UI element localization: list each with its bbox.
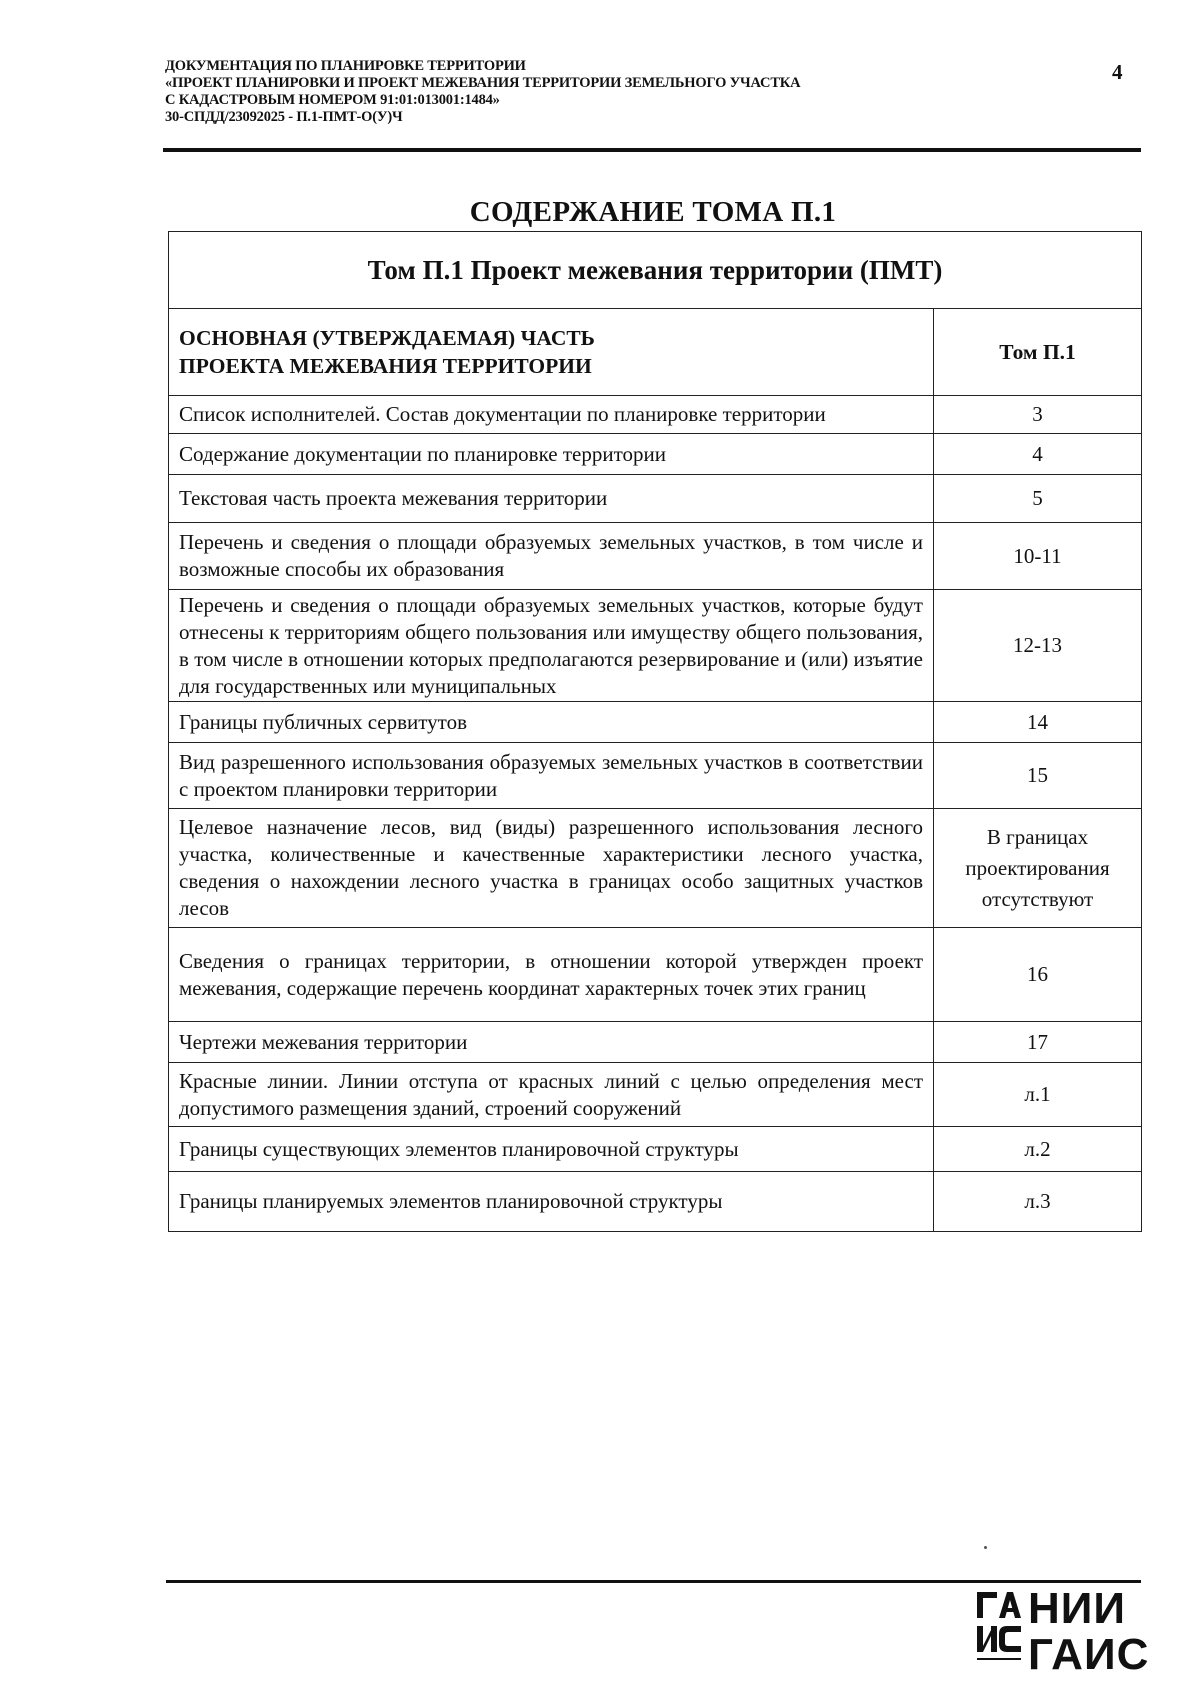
header-line: «ПРОЕКТ ПЛАНИРОВКИ И ПРОЕКТ МЕЖЕВАНИЯ ТЕРРИТОРИИ ЗЕМЕЛЬНОГО УЧАСТКА [165,75,801,91]
row-text: Чертежи межевания территории [169,1022,934,1063]
table-row [169,928,1142,1022]
document-header [165,58,1065,126]
row-text: Целевое назначение лесов, вид (виды) разрешенного использования лесного участка, количественные и качественные характеристики лесного участка, сведения о нахождении лесного участка в границах особо защитных участков лесов [169,809,934,928]
logo-text: НИИ [1028,1584,1127,1633]
table-row [169,1127,1142,1172]
contents-table [168,231,1142,1232]
page-number: 4 [1112,60,1123,84]
table-row [169,434,1142,475]
nii-gais-logo [976,1586,1152,1682]
table-row [169,809,1142,928]
row-text: Красные линии. Линии отступа от красных линий с целью определения мест допустимого размещения зданий, строений сооружений [169,1063,934,1127]
section-title-line: ОСНОВНАЯ (УТВЕРЖДАЕМАЯ) ЧАСТЬ [179,326,595,350]
row-page: 4 [934,434,1142,475]
row-page: 17 [934,1022,1142,1063]
table-row [169,523,1142,590]
header-divider [163,148,1141,152]
volume-title: Том П.1 Проект межевания территории (ПМТ) [169,232,1142,309]
row-text: Содержание документации по планировке территории [169,434,934,475]
table-row [169,590,1142,702]
logo-text: ГАИС [1028,1630,1150,1679]
row-text: Текстовая часть проекта межевания территории [169,475,934,523]
section-row [169,309,1142,396]
row-text: Сведения о границах территории, в отношении которой утвержден проект межевания, содержащие перечень координат характерных точек этих границ [169,928,934,1022]
row-page: 10-11 [934,523,1142,590]
gais-mark-icon [976,1586,1024,1674]
table-row [169,475,1142,523]
row-page: л.2 [934,1127,1142,1172]
row-text: Вид разрешенного использования образуемых земельных участков в соответствии с проектом планировки территории [169,743,934,809]
row-page: л.1 [934,1063,1142,1127]
row-page: 12-13 [934,590,1142,702]
row-text: Список исполнителей. Состав документации по планировке территории [169,396,934,434]
section-title [169,309,934,396]
table-row [169,702,1142,743]
row-text: Перечень и сведения о площади образуемых земельных участков, которые будут отнесены к территориям общего пользования или имуществу общего пользования, в том числе в отношении которых предполагаются резервирование и (или) изъятие для государственных или муниципальных [169,590,934,702]
row-text: Перечень и сведения о площади образуемых земельных участков, в том числе и возможные способы их образования [169,523,934,590]
page-title: СОДЕРЖАНИЕ ТОМА П.1 [469,196,837,228]
table-row [169,1172,1142,1232]
row-page: 15 [934,743,1142,809]
table-row [169,1022,1142,1063]
row-page: 5 [934,475,1142,523]
header-line: С КАДАСТРОВЫМ НОМЕРОМ 91:01:013001:1484» [165,92,500,108]
volume-title-row [169,232,1142,309]
header-line: ДОКУМЕНТАЦИЯ ПО ПЛАНИРОВКЕ ТЕРРИТОРИИ [165,58,526,74]
section-volume: Том П.1 [934,309,1142,396]
row-text: Границы планируемых элементов планировочной структуры [169,1172,934,1232]
table-row [169,396,1142,434]
row-page: л.3 [934,1172,1142,1232]
row-page: 3 [934,396,1142,434]
table-row [169,1063,1142,1127]
scan-speck [984,1546,987,1549]
row-text: Границы публичных сервитутов [169,702,934,743]
row-page: 14 [934,702,1142,743]
row-page: В границах проектирования отсутствуют [934,809,1142,928]
row-page: 16 [934,928,1142,1022]
section-title-line: ПРОЕКТА МЕЖЕВАНИЯ ТЕРРИТОРИИ [179,354,592,378]
row-text: Границы существующих элементов планировочной структуры [169,1127,934,1172]
footer-divider [166,1580,1141,1583]
header-line: 30-СПДД/23092025 - П.1-ПМТ-О(У)Ч [165,109,403,125]
table-row [169,743,1142,809]
